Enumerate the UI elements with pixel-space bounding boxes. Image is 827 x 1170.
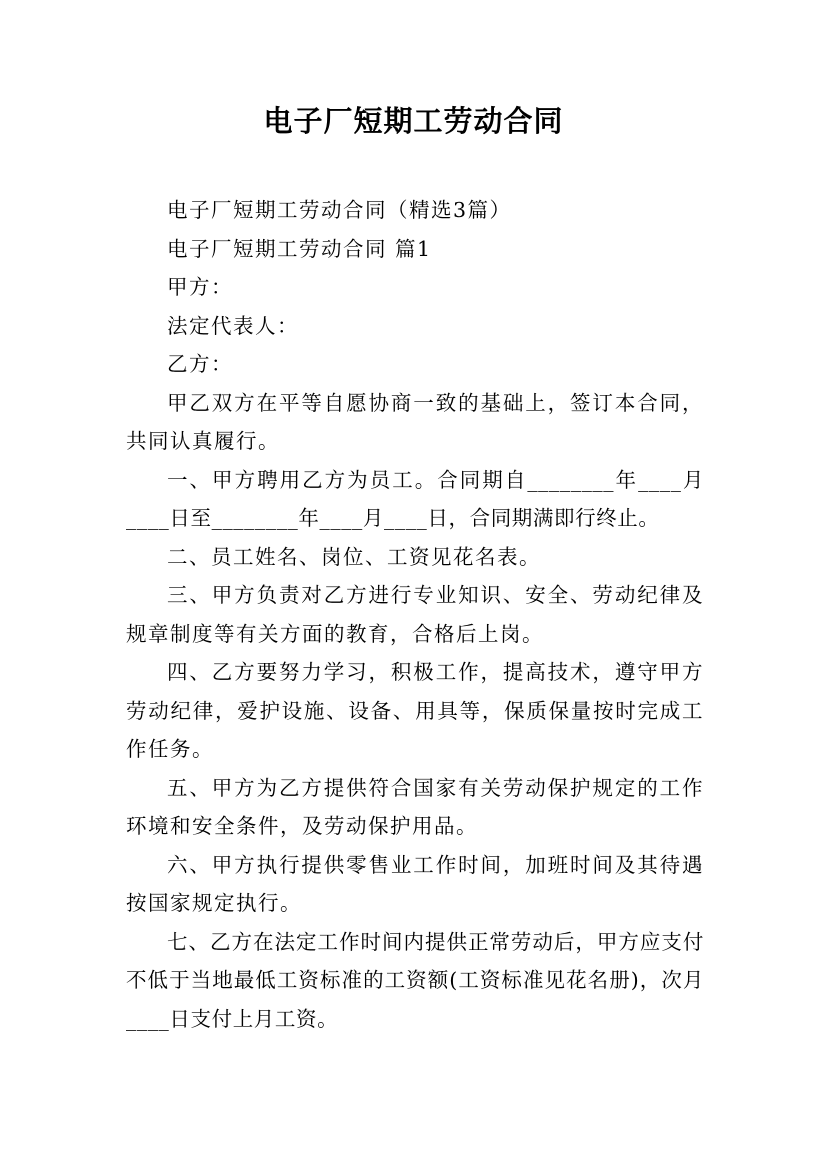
paragraph-clause-3: 三、甲方负责对乙方进行专业知识、安全、劳动纪律及规章制度等有关方面的教育，合格后上岗。 — [126, 583, 704, 646]
paragraph-clause-2: 二、员工姓名、岗位、工资见花名表。 — [167, 544, 541, 569]
paragraph-clause-5: 五、甲方为乙方提供符合国家有关劳动保护规定的工作环境和安全条件，及劳动保护用品。 — [126, 775, 704, 838]
paragraph-subtitle: 电子厂短期工劳动合同（精选3篇） — [167, 198, 512, 222]
paragraph-preamble: 甲乙双方在平等自愿协商一致的基础上，签订本合同，共同认真履行。 — [126, 390, 704, 453]
paragraph-party-a: 甲方： — [167, 275, 233, 299]
paragraph-clause-1: 一、甲方聘用乙方为员工。合同期自________年____月____日至________年____月____日，合同期满即行终止。 — [126, 467, 704, 530]
paragraph-clause-6: 六、甲方执行提供零售业工作时间，加班时间及其待遇按国家规定执行。 — [126, 852, 704, 915]
paragraph-clause-7: 七、乙方在法定工作时间内提供正常劳动后，甲方应支付不低于当地最低工资标准的工资额(工资标准见花名册)，次月____日支付上月工资。 — [126, 929, 704, 1031]
paragraph-section-heading: 电子厂短期工劳动合同 篇1 — [167, 236, 432, 261]
document-title: 电子厂短期工劳动合同 — [263, 104, 564, 138]
paragraph-clause-4: 四、乙方要努力学习，积极工作，提高技术，遵守甲方劳动纪律，爱护设施、设备、用具等，保质保量按时完成工作任务。 — [126, 660, 704, 761]
document-body — [126, 191, 704, 1038]
paragraph-party-b: 乙方： — [167, 352, 233, 376]
paragraph-legal-representative: 法定代表人： — [167, 313, 299, 338]
